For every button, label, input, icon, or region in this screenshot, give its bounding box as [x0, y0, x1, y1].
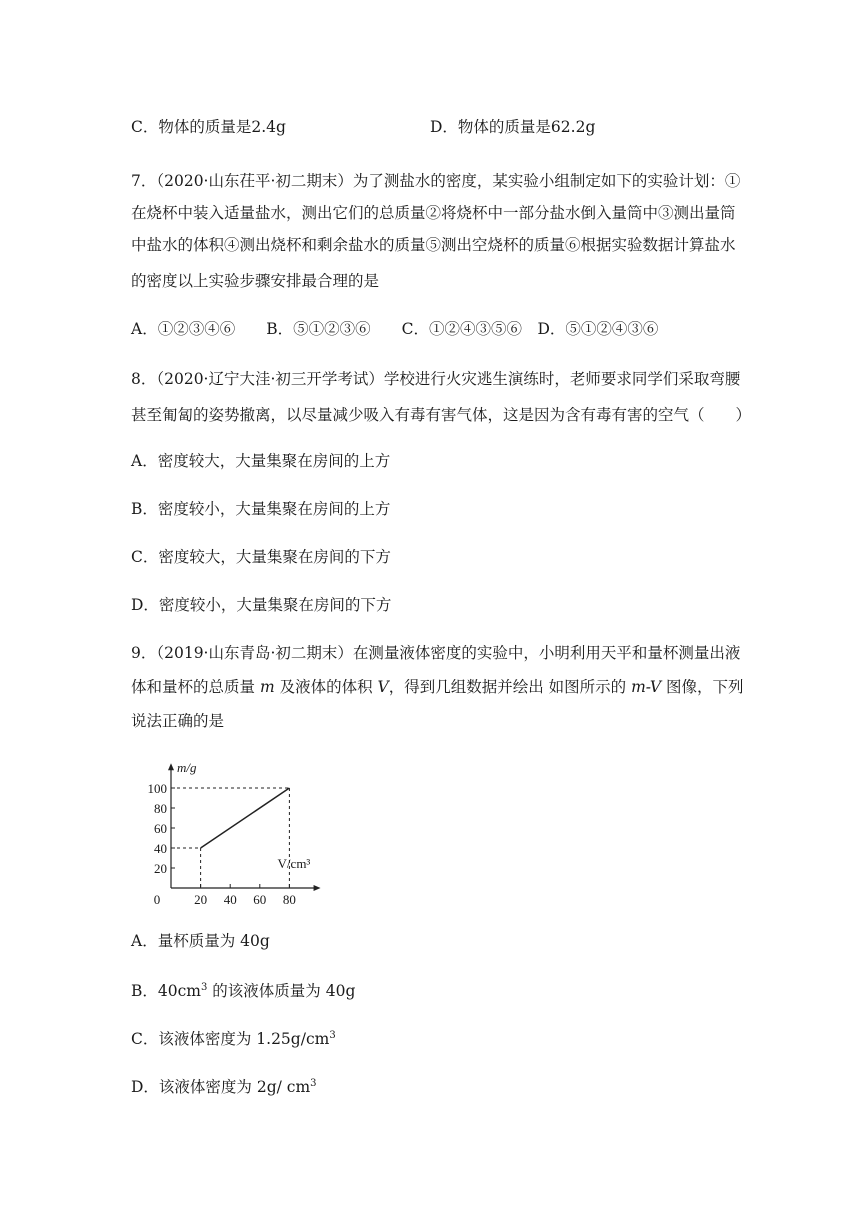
y-tick-label: 80	[154, 801, 167, 816]
graph-series	[201, 788, 290, 848]
x-tick-label: 0	[153, 892, 161, 905]
q9-option-d-sup: 3	[310, 1077, 317, 1089]
q8-line-2: 甚至匍匐的姿势撤离，以尽量减少吸入有毒有害气体，这是因为含有毒有害的空气（ ）	[131, 406, 752, 424]
q7-line-3: 中盐水的体积④测出烧杯和剩余盐水的质量⑤测出空烧杯的质量⑥根据实验数据计算盐水	[131, 236, 736, 254]
graph-ylabel: m/g	[177, 760, 197, 775]
q9-line-2	[131, 676, 744, 698]
q6-option-d: D．物体的质量是62.2g	[430, 118, 596, 136]
q8-option-c: C．密度较大，大量集聚在房间的下方	[131, 548, 391, 566]
q9-option-d-text: D．该液体密度为 2g/ cm	[131, 1078, 311, 1096]
graph-xlabel: V/cm³	[277, 856, 311, 871]
q9-option-c-text: C．该液体密度为 1.25g/cm	[131, 1030, 330, 1048]
m-v-graph	[131, 755, 351, 905]
q9-line-2-text-d: 图像，下列	[661, 678, 744, 696]
q9-symbol-mv: m-V	[631, 678, 662, 696]
x-tick-label: 40	[223, 892, 237, 905]
graph-dashed-guides	[171, 788, 289, 888]
q9-option-b-text-a: B．40cm	[131, 982, 201, 1000]
q9-option-c	[131, 1028, 336, 1050]
q8-line-1: 8．（2020·辽宁大洼·初三开学考试）学校进行火灾逃生演练时，老师要求同学们采取弯腰	[131, 370, 741, 388]
y-tick-label: 40	[154, 841, 167, 856]
q9-symbol-m: m	[259, 678, 275, 696]
y-tick-label: 100	[147, 781, 167, 796]
q9-symbol-v: V	[377, 678, 389, 696]
q9-option-c-sup: 3	[329, 1029, 336, 1041]
x-tick-label: 60	[253, 892, 267, 905]
q9-line-1: 9．（2019·山东青岛·初二期末）在测量液体密度的实验中，小明利用天平和量杯测量出液	[131, 644, 741, 662]
q9-option-a: A．量杯质量为 40g	[131, 932, 270, 950]
graph-ticks	[148, 781, 296, 905]
q7-line-4: 的密度以上实验步骤安排最合理的是	[131, 272, 380, 290]
q8-option-a: A．密度较大，大量集聚在房间的上方	[131, 452, 391, 470]
q9-option-b	[131, 980, 355, 1002]
x-axis-arrow	[314, 885, 321, 891]
q9-line-3: 说法正确的是	[131, 712, 225, 730]
q9-line-2-text-b: 及液体的体积	[274, 678, 378, 696]
q7-line-2: 在烧杯中装入适量盐水，测出它们的总质量②将烧杯中一部分盐水倒入量筒中③测出量筒	[131, 204, 736, 222]
y-axis-arrow	[168, 763, 174, 770]
q7-line-1: 7．（2020·山东茌平·初二期末）为了测盐水的密度，某实验小组制定如下的实验计划：①	[131, 172, 741, 190]
q9-option-d	[131, 1076, 317, 1098]
q6-option-c: C．物体的质量是2.4g	[131, 118, 286, 136]
x-tick-label: 20	[194, 892, 208, 905]
graph-axes	[168, 763, 321, 891]
q7-options: A．①②③④⑥ B．⑤①②③⑥ C．①②④③⑤⑥ D．⑤①②④③⑥	[131, 320, 659, 338]
q8-option-d: D．密度较小，大量集聚在房间的下方	[131, 596, 392, 614]
q9-line-2-text-a: 体和量杯的总质量	[131, 678, 260, 696]
q9-line-2-text-c: ，得到几组数据并绘出 如图所示的	[388, 678, 632, 696]
y-tick-label: 60	[154, 821, 167, 836]
y-tick-label: 20	[154, 861, 167, 876]
q9-option-b-text-b: 的该液体质量为 40g	[207, 982, 356, 1000]
q9-option-b-sup: 3	[201, 981, 208, 993]
q8-option-b: B．密度较小，大量集聚在房间的上方	[131, 500, 391, 518]
data-line	[201, 788, 290, 848]
x-tick-label: 80	[282, 892, 296, 905]
